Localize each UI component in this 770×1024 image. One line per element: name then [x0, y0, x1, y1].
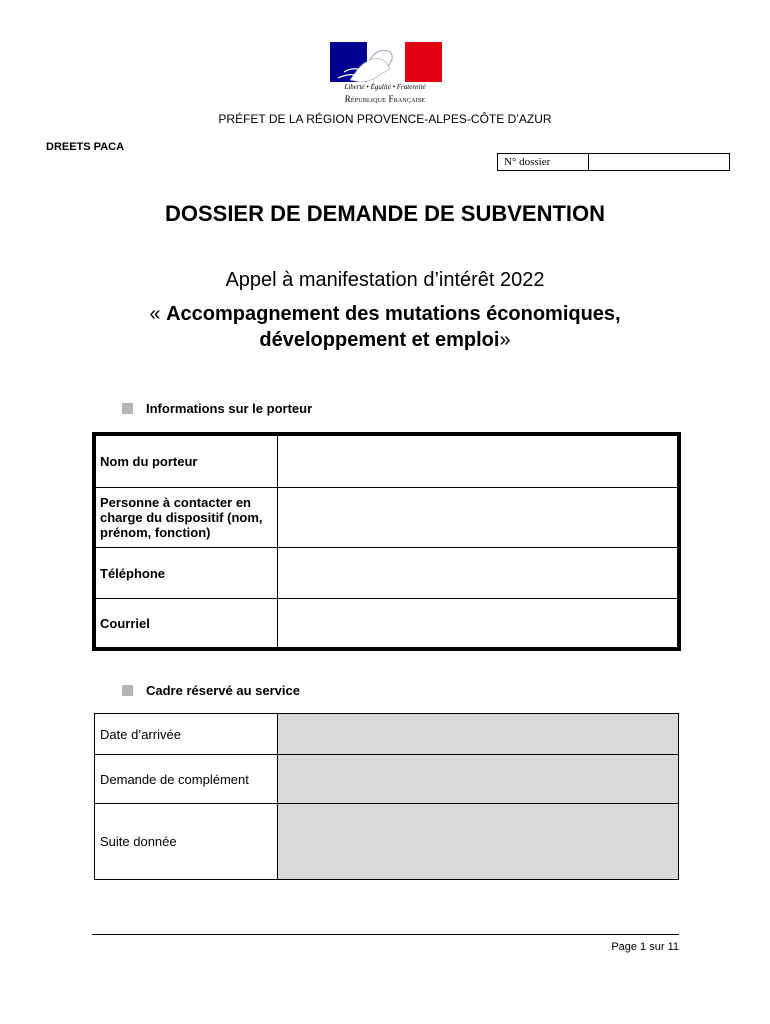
theme-text-1: Accompagnement des mutations économiques, [166, 303, 621, 325]
quote-close: » [499, 329, 511, 351]
contact-person-field[interactable] [278, 488, 677, 547]
square-bullet-icon [122, 685, 133, 696]
marianne-flag-icon [330, 42, 442, 82]
table-row [95, 714, 678, 755]
page-number: Page 1 sur 11 [611, 941, 679, 953]
row-label: Demande de complément [95, 755, 278, 803]
dossier-number-field[interactable] [589, 154, 729, 170]
email-field[interactable] [278, 599, 677, 647]
section-heading-service [122, 683, 300, 698]
row-label: Courriel [96, 599, 278, 647]
row-label: Date d’arrivée [95, 714, 278, 754]
porteur-info-table [92, 432, 681, 651]
logo-republic: République Française [344, 94, 426, 104]
row-label: Téléphone [96, 548, 278, 598]
table-row [96, 488, 677, 548]
prefecture-heading: PRÉFET DE LA RÉGION PROVENCE-ALPES-CÔTE D’AZUR [218, 112, 552, 126]
theme-text-2: développement et emploi [259, 329, 500, 351]
section-heading-porteur [122, 401, 312, 416]
table-row [96, 436, 677, 488]
section-title: Informations sur le porteur [146, 401, 313, 416]
row-label: Suite donnée [95, 804, 278, 879]
quote-open: « [149, 303, 167, 325]
service-name: DREETS PACA [46, 141, 125, 153]
table-row [96, 599, 677, 647]
theme-line-1 [0, 303, 770, 326]
square-bullet-icon [122, 403, 133, 414]
dossier-number-box [497, 153, 730, 171]
footer-divider [92, 934, 679, 935]
follow-up-field[interactable] [278, 804, 678, 879]
service-reserved-table [94, 713, 679, 880]
document-title: DOSSIER DE DEMANDE DE SUBVENTION [164, 201, 606, 226]
row-label: Nom du porteur [96, 436, 278, 487]
section-title: Cadre réservé au service [146, 683, 300, 698]
dossier-number-label: N° dossier [498, 154, 589, 170]
logo-motto: Liberté • Égalité • Fraternité [344, 83, 426, 91]
document-subtitle: Appel à manifestation d’intérêt 2022 [225, 269, 545, 291]
theme-line-2 [0, 329, 770, 352]
nom-porteur-field[interactable] [278, 436, 677, 487]
table-row [96, 548, 677, 599]
row-label: Personne à contacter en charge du dispositif (nom, prénom, fonction) [96, 488, 278, 547]
complement-request-field[interactable] [278, 755, 678, 803]
table-row [95, 755, 678, 804]
table-row [95, 804, 678, 879]
telephone-field[interactable] [278, 548, 677, 598]
arrival-date-field[interactable] [278, 714, 678, 754]
